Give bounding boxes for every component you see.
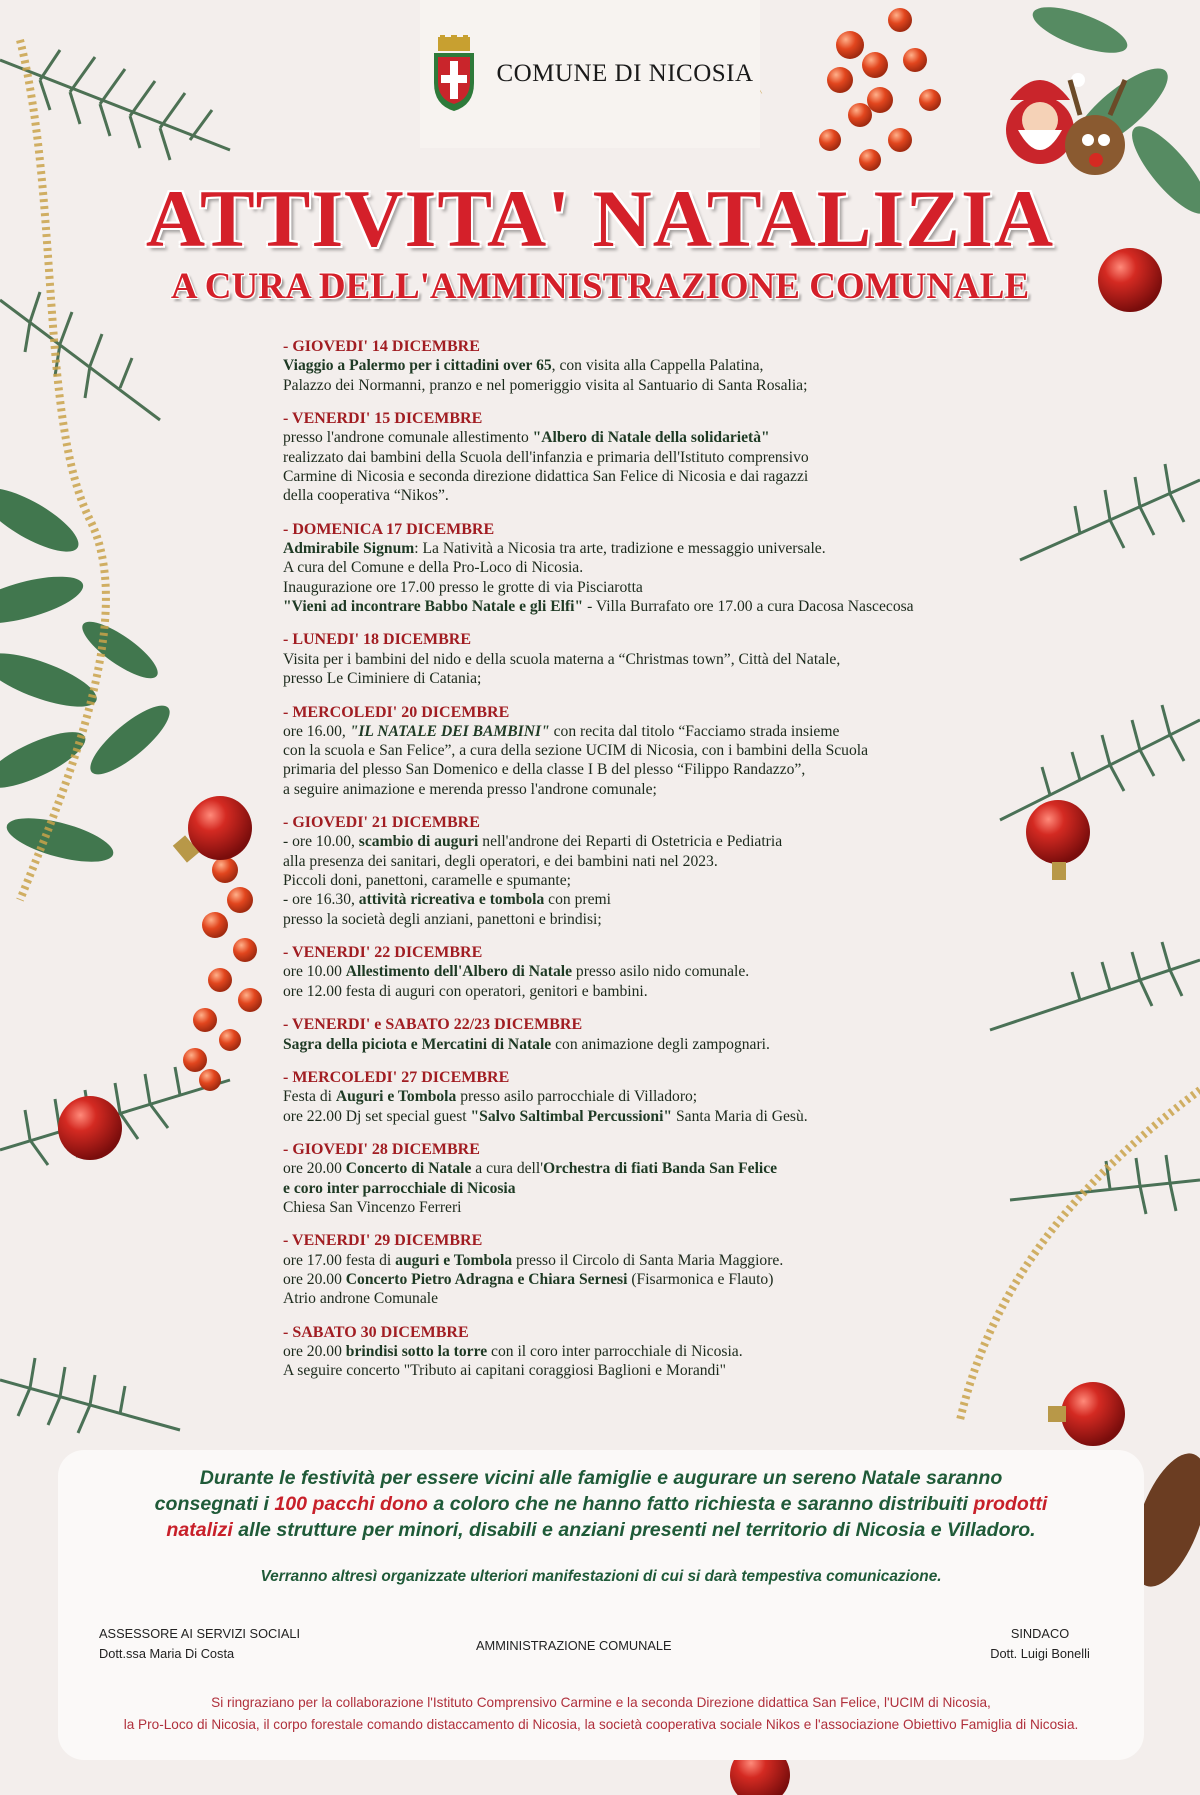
event-date: - GIOVEDI' 21 DICEMBRE (283, 814, 480, 832)
event-line (283, 1361, 1083, 1380)
event-line (283, 852, 1083, 871)
assessore-role: ASSESSORE AI SERVIZI SOCIALI (99, 1626, 301, 1641)
event-line (283, 832, 1083, 851)
event-item (283, 1231, 1083, 1308)
event-line (283, 1179, 1083, 1198)
event-date: - VENERDI' 15 DICEMBRE (283, 410, 483, 428)
event-line (283, 871, 1083, 890)
event-line (283, 356, 1083, 375)
signature-sindaco (980, 1624, 1100, 1664)
event-text: Inaugurazione ore 17.00 presso le grotte di via Pisciarotta (283, 578, 643, 596)
event-text: con animazione degli zampognari. (551, 1035, 770, 1053)
event-line (283, 1198, 1083, 1217)
event-text: presso asilo parrocchiale di Villadoro; (456, 1088, 698, 1106)
event-line (283, 1270, 1083, 1289)
event-line (283, 982, 1083, 1001)
event-line (283, 669, 1083, 688)
signature-assessore (99, 1624, 300, 1664)
event-text: con recita dal titolo “Facciamo strada insieme (549, 722, 840, 740)
event-item (283, 1323, 1083, 1381)
event-line (283, 1289, 1083, 1308)
event-date: - VENERDI' 29 DICEMBRE (283, 1232, 483, 1250)
event-item (283, 409, 1083, 505)
event-line (283, 650, 1083, 669)
event-text: Piccoli doni, panettoni, caramelle e spumante; (283, 872, 571, 890)
event-highlight: e coro inter parrocchiale di Nicosia (283, 1179, 516, 1197)
event-text: ore 12.00 festa di auguri con operatori, genitori e bambini. (283, 982, 648, 1000)
event-line (283, 467, 1083, 486)
event-line (283, 448, 1083, 467)
event-text: con premi (544, 891, 611, 909)
sindaco-name: Dott. Luigi Bonelli (990, 1646, 1090, 1661)
event-text: ore 20.00 (283, 1160, 346, 1178)
event-line (283, 428, 1083, 447)
note-highlight-pacchi: 100 pacchi dono (274, 1493, 428, 1515)
event-line (283, 597, 1083, 616)
event-text: A cura del Comune e della Pro-Loco di Nicosia. (283, 559, 584, 577)
event-item (283, 520, 1083, 616)
event-text: - ore 16.30, (283, 891, 359, 909)
event-date: - VENERDI' 22 DICEMBRE (283, 944, 483, 962)
event-text: Palazzo dei Normanni, pranzo e nel pomeriggio visita al Santuario di Santa Rosalia; (283, 376, 808, 394)
assessore-name: Dott.ssa Maria Di Costa (99, 1646, 235, 1661)
event-text: Santa Maria di Gesù. (672, 1107, 808, 1125)
event-text: realizzato dai bambini della Scuola dell'infanzia e primaria dell'Istituto comprensivo (283, 448, 809, 466)
event-highlight: "Salvo Saltimbal Percussioni" (470, 1107, 673, 1125)
event-text: ore 10.00 (283, 963, 346, 981)
coat-of-arms-icon (426, 35, 482, 113)
further-events-note: Verranno altresì organizzate ulteriori manifestazioni di cui si darà tempestiva comunicazione. (260, 1568, 942, 1585)
event-text: Atrio androne Comunale (283, 1290, 439, 1308)
event-item (283, 1140, 1083, 1217)
event-line (283, 539, 1083, 558)
thanks-line-2: la Pro-Loco di Nicosia, il corpo forestale comando distaccamento di Nicosia, la società cooperativa sociale Nikos e l'associazione Obiettivo Famiglia di Nicosia. (123, 1717, 1079, 1732)
event-text: Chiesa San Vincenzo Ferreri (283, 1198, 462, 1216)
amministrazione-label: AMMINISTRAZIONE COMUNALE (476, 1638, 672, 1653)
event-highlight: Concerto Pietro Adragna e Chiara Sernesi (345, 1271, 628, 1289)
event-text: presso asilo nido comunale. (572, 963, 750, 981)
comune-name: COMUNE DI NICOSIA (496, 60, 754, 87)
note-line-3: natalizi alle strutture per minori, disabili e anziani presenti nel territorio di Nicosia e Villadoro. (166, 1519, 1036, 1541)
event-highlight: brindisi sotto la torre (345, 1343, 488, 1361)
note-highlight-prodotti: prodotti (973, 1493, 1048, 1515)
event-date: - GIOVEDI' 14 DICEMBRE (283, 338, 480, 355)
event-text: ore 20.00 (283, 1271, 346, 1289)
event-highlight: "Albero di Natale della solidarietà" (532, 429, 770, 447)
event-text: con il coro inter parrocchiale di Nicosia. (487, 1343, 743, 1361)
event-highlight: auguri e Tombola (395, 1251, 513, 1269)
christmas-gifts-note (58, 1465, 1144, 1543)
event-text: - ore 10.00, (283, 833, 359, 851)
page-title: ATTIVITA' NATALIZIA (145, 173, 1055, 264)
event-item (283, 630, 1083, 688)
event-highlight: "IL NATALE DEI BAMBINI" (349, 722, 550, 740)
page-subtitle: A CURA DELL'AMMINISTRAZIONE COMUNALE (170, 266, 1030, 307)
event-text: della cooperativa “Nikos”. (283, 487, 449, 505)
event-line (283, 890, 1083, 909)
event-highlight: Orchestra di fiati Banda San Felice (543, 1160, 778, 1178)
event-text: con la scuola e San Felice”, a cura della sezione UCIM di Nicosia, con i bambini della Scuola (283, 742, 869, 760)
event-highlight: scambio di auguri (358, 833, 479, 851)
event-text: ore 20.00 (283, 1343, 346, 1361)
event-text: Festa di (283, 1088, 336, 1106)
event-item (283, 337, 1083, 395)
header-logo-box (420, 0, 760, 148)
event-line (283, 722, 1083, 741)
event-date: - VENERDI' e SABATO 22/23 DICEMBRE (283, 1016, 583, 1034)
thanks-line-1: Si ringraziano per la collaborazione l'Istituto Comprensivo Carmine e la seconda Direzione didattica San Felice, l'UCIM di Nicosia, (211, 1695, 991, 1710)
event-line (283, 760, 1083, 779)
event-text: Visita per i bambini del nido e della scuola materna a “Christmas town”, Città del Natale, (283, 650, 841, 668)
event-text: nell'androne dei Reparti di Ostetricia e Pediatria (478, 833, 783, 851)
note-line-2: consegnati i 100 pacchi dono a coloro che ne hanno fatto richiesta e saranno distribuiti prodotti (154, 1493, 1048, 1515)
event-item (283, 943, 1083, 1001)
event-highlight: Viaggio a Palermo per i cittadini over 65 (283, 357, 552, 375)
event-text: - Villa Burrafato ore 17.00 a cura Dacosa Nascecosa (583, 597, 914, 615)
event-text: Carmine di Nicosia e seconda direzione didattica San Felice di Nicosia e dai ragazzi (283, 467, 809, 485)
event-text: ore 17.00 festa di (283, 1251, 396, 1269)
thanks-footer (58, 1692, 1144, 1736)
note-highlight-natalizi: natalizi (166, 1519, 233, 1541)
event-line (283, 1107, 1083, 1126)
event-date: - DOMENICA 17 DICEMBRE (283, 520, 495, 538)
events-list (283, 337, 1083, 1395)
event-line (283, 1251, 1083, 1270)
event-date: - GIOVEDI' 28 DICEMBRE (283, 1141, 480, 1159)
event-item (283, 813, 1083, 929)
event-text: ore 16.00, (283, 722, 350, 740)
event-line (283, 486, 1083, 505)
event-text: presso Le Ciminiere di Catania; (283, 670, 482, 688)
event-text: (Fisarmonica e Flauto) (627, 1271, 774, 1289)
event-text: primaria del plesso San Domenico e della classe I B del plesso “Filippo Randazzo”, (283, 761, 806, 779)
event-line (283, 578, 1083, 597)
event-line (283, 910, 1083, 929)
event-line (283, 741, 1083, 760)
event-text: A seguire concerto "Tributo ai capitani coraggiosi Baglioni e Morandi" (283, 1362, 727, 1380)
event-highlight: "Vieni ad incontrare Babbo Natale e gli Elfi" (283, 597, 584, 615)
event-date: - MERCOLEDI' 27 DICEMBRE (283, 1069, 510, 1086)
event-text: alla presenza dei sanitari, degli operatori, e dei bambini nati nel 2023. (283, 852, 718, 870)
event-highlight: Allestimento dell'Albero di Natale (345, 963, 573, 981)
event-date: - MERCOLEDI' 20 DICEMBRE (283, 703, 510, 721)
event-line (283, 558, 1083, 577)
event-line (283, 1035, 1083, 1054)
event-item (283, 1068, 1083, 1126)
event-line (283, 1087, 1083, 1106)
event-highlight: attività ricreativa e tombola (358, 891, 545, 909)
signature-amministrazione (476, 1636, 672, 1656)
sindaco-role: SINDACO (1010, 1626, 1070, 1641)
event-text: presso la società degli anziani, panettoni e brindisi; (283, 910, 602, 928)
event-text: presso l'androne comunale allestimento (283, 429, 533, 447)
event-text: ore 22.00 Dj set special guest (283, 1107, 471, 1125)
event-date: - SABATO 30 DICEMBRE (283, 1323, 469, 1341)
event-text: , con visita alla Cappella Palatina, (551, 357, 764, 375)
event-highlight: Auguri e Tombola (335, 1088, 457, 1106)
event-item (283, 1015, 1083, 1054)
event-line (283, 376, 1083, 395)
event-line (283, 1342, 1083, 1361)
event-highlight: Sagra della piciota e Mercatini di Natale (283, 1035, 552, 1053)
event-date: - LUNEDI' 18 DICEMBRE (283, 631, 472, 649)
event-text: a seguire animazione e merenda presso l'androne comunale; (283, 780, 657, 798)
note-line-1: Durante le festività per essere vicini alle famiglie e augurare un sereno Natale saranno (199, 1467, 1003, 1489)
event-line (283, 1159, 1083, 1178)
event-text: a cura dell' (471, 1160, 544, 1178)
event-text: : La Natività a Nicosia tra arte, tradizione e messaggio universale. (414, 540, 826, 558)
event-highlight: Concerto di Natale (345, 1160, 472, 1178)
event-line (283, 780, 1083, 799)
event-item (283, 703, 1083, 799)
event-text: presso il Circolo di Santa Maria Maggiore. (512, 1251, 784, 1269)
event-line (283, 962, 1083, 981)
event-highlight: Admirabile Signum (283, 540, 415, 558)
